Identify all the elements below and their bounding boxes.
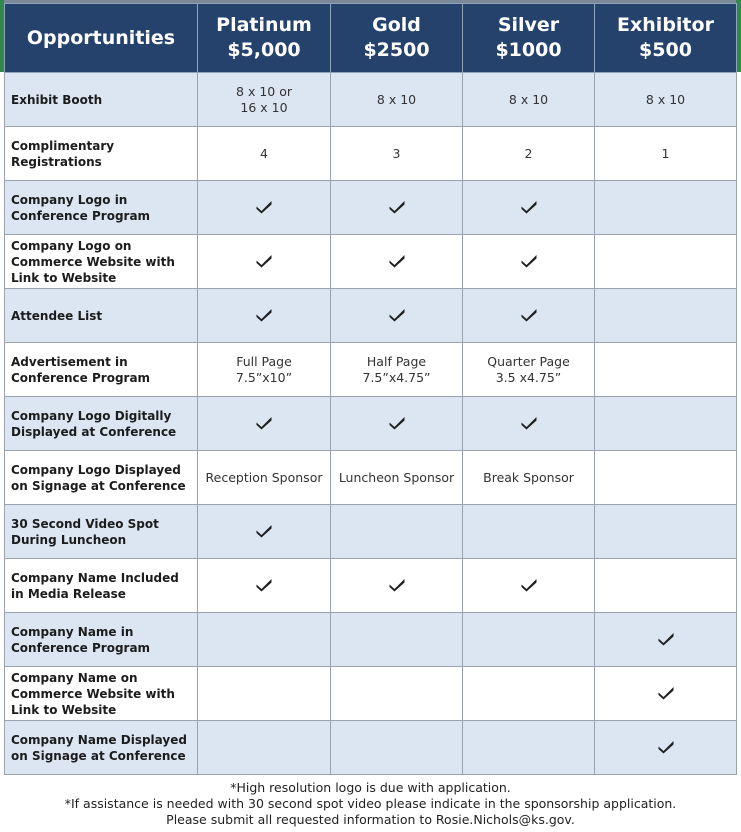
tier-price: $500 bbox=[639, 39, 692, 61]
footnote-video: *If assistance is needed with 30 second spot video please indicate in the sponsorship application. bbox=[64, 796, 677, 811]
tier-price: $1000 bbox=[495, 39, 562, 61]
cell-platinum bbox=[198, 667, 331, 721]
table-row bbox=[5, 289, 737, 343]
cell-platinum bbox=[198, 181, 331, 235]
cell-exhibitor: 8 x 10 bbox=[595, 73, 737, 127]
checkmark-icon bbox=[520, 306, 538, 322]
cell-silver: Break Sponsor bbox=[463, 451, 595, 505]
cell-platinum bbox=[198, 505, 331, 559]
cell-gold: Luncheon Sponsor bbox=[331, 451, 463, 505]
cell-platinum: 8 x 10 or 16 x 10 bbox=[198, 73, 331, 127]
checkmark-icon bbox=[388, 198, 406, 214]
table-row bbox=[5, 127, 737, 181]
cell-platinum bbox=[198, 613, 331, 667]
cell-gold: Half Page 7.5”x4.75” bbox=[331, 343, 463, 397]
checkmark-icon bbox=[255, 306, 273, 322]
cell-gold: 3 bbox=[331, 127, 463, 181]
table-row bbox=[5, 235, 737, 289]
row-label: Company Logo on Commerce Website with Link to Website bbox=[5, 235, 198, 289]
checkmark-icon bbox=[520, 414, 538, 430]
row-label: Advertisement in Conference Program bbox=[5, 343, 198, 397]
cell-silver bbox=[463, 505, 595, 559]
tier-header-silver bbox=[463, 4, 595, 73]
checkmark-icon bbox=[255, 576, 273, 592]
tier-header-platinum bbox=[198, 4, 331, 73]
cell-silver bbox=[463, 181, 595, 235]
tier-name: Platinum bbox=[216, 14, 312, 36]
checkmark-icon bbox=[520, 252, 538, 268]
cell-gold bbox=[331, 397, 463, 451]
cell-platinum bbox=[198, 559, 331, 613]
row-label: Company Logo Displayed on Signage at Conference bbox=[5, 451, 198, 505]
cell-exhibitor: 1 bbox=[595, 127, 737, 181]
checkmark-icon bbox=[255, 252, 273, 268]
checkmark-icon bbox=[657, 684, 675, 700]
cell-exhibitor bbox=[595, 235, 737, 289]
checkmark-icon bbox=[388, 414, 406, 430]
table-row bbox=[5, 181, 737, 235]
cell-platinum: Reception Sponsor bbox=[198, 451, 331, 505]
row-label: Company Name in Conference Program bbox=[5, 613, 198, 667]
table-row bbox=[5, 397, 737, 451]
checkmark-icon bbox=[520, 576, 538, 592]
checkmark-icon bbox=[520, 198, 538, 214]
table-body bbox=[5, 73, 737, 775]
checkmark-icon bbox=[388, 576, 406, 592]
row-label: Company Logo Digitally Displayed at Conference bbox=[5, 397, 198, 451]
cell-silver bbox=[463, 235, 595, 289]
tier-name: Gold bbox=[372, 14, 421, 36]
cell-exhibitor bbox=[595, 667, 737, 721]
cell-platinum: Full Page 7.5”x10” bbox=[198, 343, 331, 397]
table-row bbox=[5, 667, 737, 721]
tier-name: Exhibitor bbox=[617, 14, 714, 36]
cell-exhibitor bbox=[595, 613, 737, 667]
row-label: Company Name on Commerce Website with Link to Website bbox=[5, 667, 198, 721]
footnote-logo: *High resolution logo is due with application. bbox=[230, 780, 511, 795]
footnotes bbox=[0, 780, 741, 828]
table-row bbox=[5, 451, 737, 505]
footnote-submit: Please submit all requested information to Rosie.Nichols@ks.gov. bbox=[166, 812, 575, 827]
table-row bbox=[5, 613, 737, 667]
cell-exhibitor bbox=[595, 343, 737, 397]
checkmark-icon bbox=[255, 522, 273, 538]
checkmark-icon bbox=[388, 306, 406, 322]
header-row bbox=[5, 4, 737, 73]
row-label: Company Name Included in Media Release bbox=[5, 559, 198, 613]
row-label: Company Logo in Conference Program bbox=[5, 181, 198, 235]
tier-header-exhibitor bbox=[595, 4, 737, 73]
tier-price: $2500 bbox=[363, 39, 430, 61]
table-row bbox=[5, 73, 737, 127]
cell-silver bbox=[463, 721, 595, 775]
sponsorship-table bbox=[4, 3, 737, 775]
cell-gold bbox=[331, 559, 463, 613]
cell-gold bbox=[331, 505, 463, 559]
opportunities-header: Opportunities bbox=[5, 4, 198, 73]
checkmark-icon bbox=[255, 414, 273, 430]
checkmark-icon bbox=[657, 630, 675, 646]
checkmark-icon bbox=[388, 252, 406, 268]
cell-gold bbox=[331, 721, 463, 775]
table-row bbox=[5, 343, 737, 397]
cell-exhibitor bbox=[595, 397, 737, 451]
cell-platinum: 4 bbox=[198, 127, 331, 181]
cell-silver bbox=[463, 559, 595, 613]
tier-name: Silver bbox=[497, 14, 560, 36]
row-label: Company Name Displayed on Signage at Conference bbox=[5, 721, 198, 775]
row-label: 30 Second Video Spot During Luncheon bbox=[5, 505, 198, 559]
tier-price: $5,000 bbox=[227, 39, 301, 61]
checkmark-icon bbox=[255, 198, 273, 214]
cell-silver bbox=[463, 289, 595, 343]
cell-silver bbox=[463, 397, 595, 451]
cell-exhibitor bbox=[595, 181, 737, 235]
cell-silver bbox=[463, 613, 595, 667]
cell-silver: 8 x 10 bbox=[463, 73, 595, 127]
cell-gold: 8 x 10 bbox=[331, 73, 463, 127]
cell-exhibitor bbox=[595, 289, 737, 343]
cell-silver bbox=[463, 667, 595, 721]
cell-platinum bbox=[198, 235, 331, 289]
cell-exhibitor bbox=[595, 505, 737, 559]
cell-gold bbox=[331, 289, 463, 343]
tier-header-gold bbox=[331, 4, 463, 73]
cell-exhibitor bbox=[595, 559, 737, 613]
row-label: Attendee List bbox=[5, 289, 198, 343]
row-label: Exhibit Booth bbox=[5, 73, 198, 127]
row-label: Complimentary Registrations bbox=[5, 127, 198, 181]
cell-exhibitor bbox=[595, 451, 737, 505]
cell-silver: 2 bbox=[463, 127, 595, 181]
checkmark-icon bbox=[657, 738, 675, 754]
table-row bbox=[5, 721, 737, 775]
cell-platinum bbox=[198, 289, 331, 343]
table-row bbox=[5, 505, 737, 559]
cell-exhibitor bbox=[595, 721, 737, 775]
cell-silver: Quarter Page 3.5 x4.75” bbox=[463, 343, 595, 397]
cell-gold bbox=[331, 235, 463, 289]
cell-gold bbox=[331, 613, 463, 667]
cell-gold bbox=[331, 181, 463, 235]
cell-gold bbox=[331, 667, 463, 721]
table-row bbox=[5, 559, 737, 613]
cell-platinum bbox=[198, 721, 331, 775]
cell-platinum bbox=[198, 397, 331, 451]
